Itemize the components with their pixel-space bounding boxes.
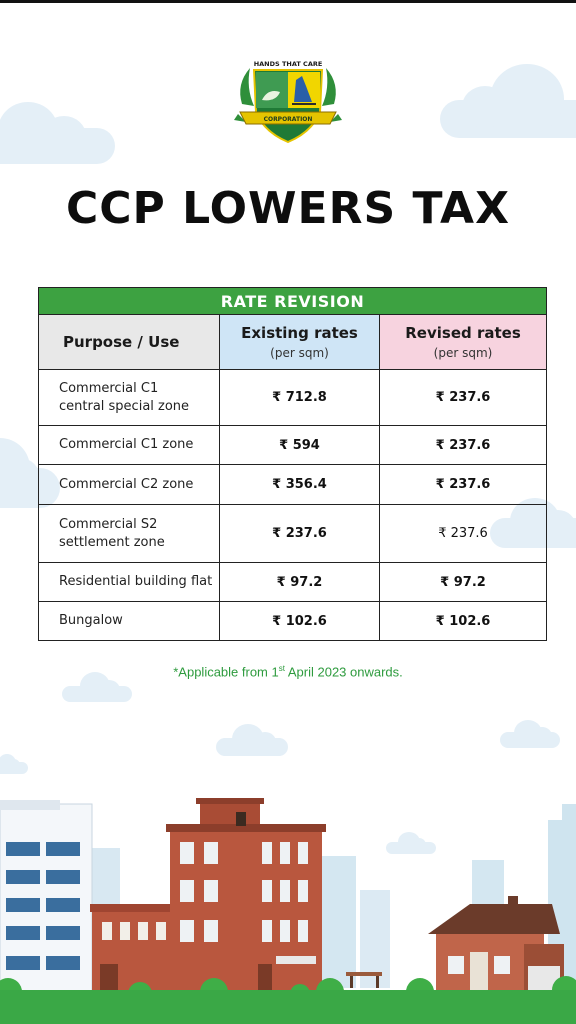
- row-revised-rate: ₹ 97.2: [380, 563, 547, 602]
- row-existing-rate: ₹ 102.6: [220, 602, 380, 641]
- city-skyline-illustration: [0, 780, 576, 1024]
- table-row: [39, 465, 547, 505]
- row-purpose: Bungalow: [39, 602, 220, 641]
- row-purpose: Residential building flat: [39, 563, 220, 602]
- row-existing-rate: ₹ 594: [220, 426, 380, 465]
- cloud: [0, 762, 28, 774]
- table-header-row: [39, 315, 547, 370]
- row-revised-rate: ₹ 102.6: [380, 602, 547, 641]
- header-existing-unit: (per sqm): [270, 346, 329, 360]
- header-revised-rates: [380, 315, 547, 370]
- table-row: [39, 505, 547, 563]
- table-banner-row: [39, 288, 547, 315]
- cloud: [500, 732, 560, 748]
- header-revised-unit: (per sqm): [433, 346, 493, 360]
- row-existing-rate: ₹ 237.6: [220, 505, 380, 563]
- table-row: [39, 370, 547, 426]
- header-existing-label: Existing rates: [241, 324, 358, 342]
- row-purpose: Commercial C1 central special zone: [39, 370, 220, 426]
- row-existing-rate: ₹ 712.8: [220, 370, 380, 426]
- row-purpose: Commercial S2 settlement zone: [39, 505, 220, 563]
- cloud: [0, 128, 115, 164]
- row-existing-rate: ₹ 97.2: [220, 563, 380, 602]
- table-row: [39, 563, 547, 602]
- row-revised-rate: ₹ 237.6: [380, 426, 547, 465]
- svg-text:CORPORATION: CORPORATION: [263, 116, 313, 123]
- cloud: [216, 738, 288, 756]
- corporation-logo: [232, 54, 344, 146]
- row-revised-rate: ₹ 237.6: [380, 465, 547, 505]
- row-purpose: Commercial C1 zone: [39, 426, 220, 465]
- table-row: [39, 602, 547, 641]
- applicable-date-note: *Applicable from 1st April 2023 onwards.: [173, 664, 403, 680]
- table-banner: RATE REVISION: [39, 288, 547, 315]
- cloud: [62, 686, 132, 702]
- row-revised-rate: ₹ 237.6: [380, 505, 547, 563]
- top-border: [0, 0, 576, 3]
- rate-revision-table: [38, 287, 547, 641]
- logo-motto: HANDS THAT CARE: [253, 60, 323, 68]
- header-revised-label: Revised rates: [405, 324, 521, 342]
- header-existing-rates: [220, 315, 380, 370]
- row-existing-rate: ₹ 356.4: [220, 465, 380, 505]
- table-row: [39, 426, 547, 465]
- row-purpose: Commercial C2 zone: [39, 465, 220, 505]
- header-purpose: Purpose / Use: [39, 315, 220, 370]
- row-revised-rate: ₹ 237.6: [380, 370, 547, 426]
- cloud: [440, 100, 576, 138]
- page-title: CCP LOWERS TAX: [65, 183, 511, 234]
